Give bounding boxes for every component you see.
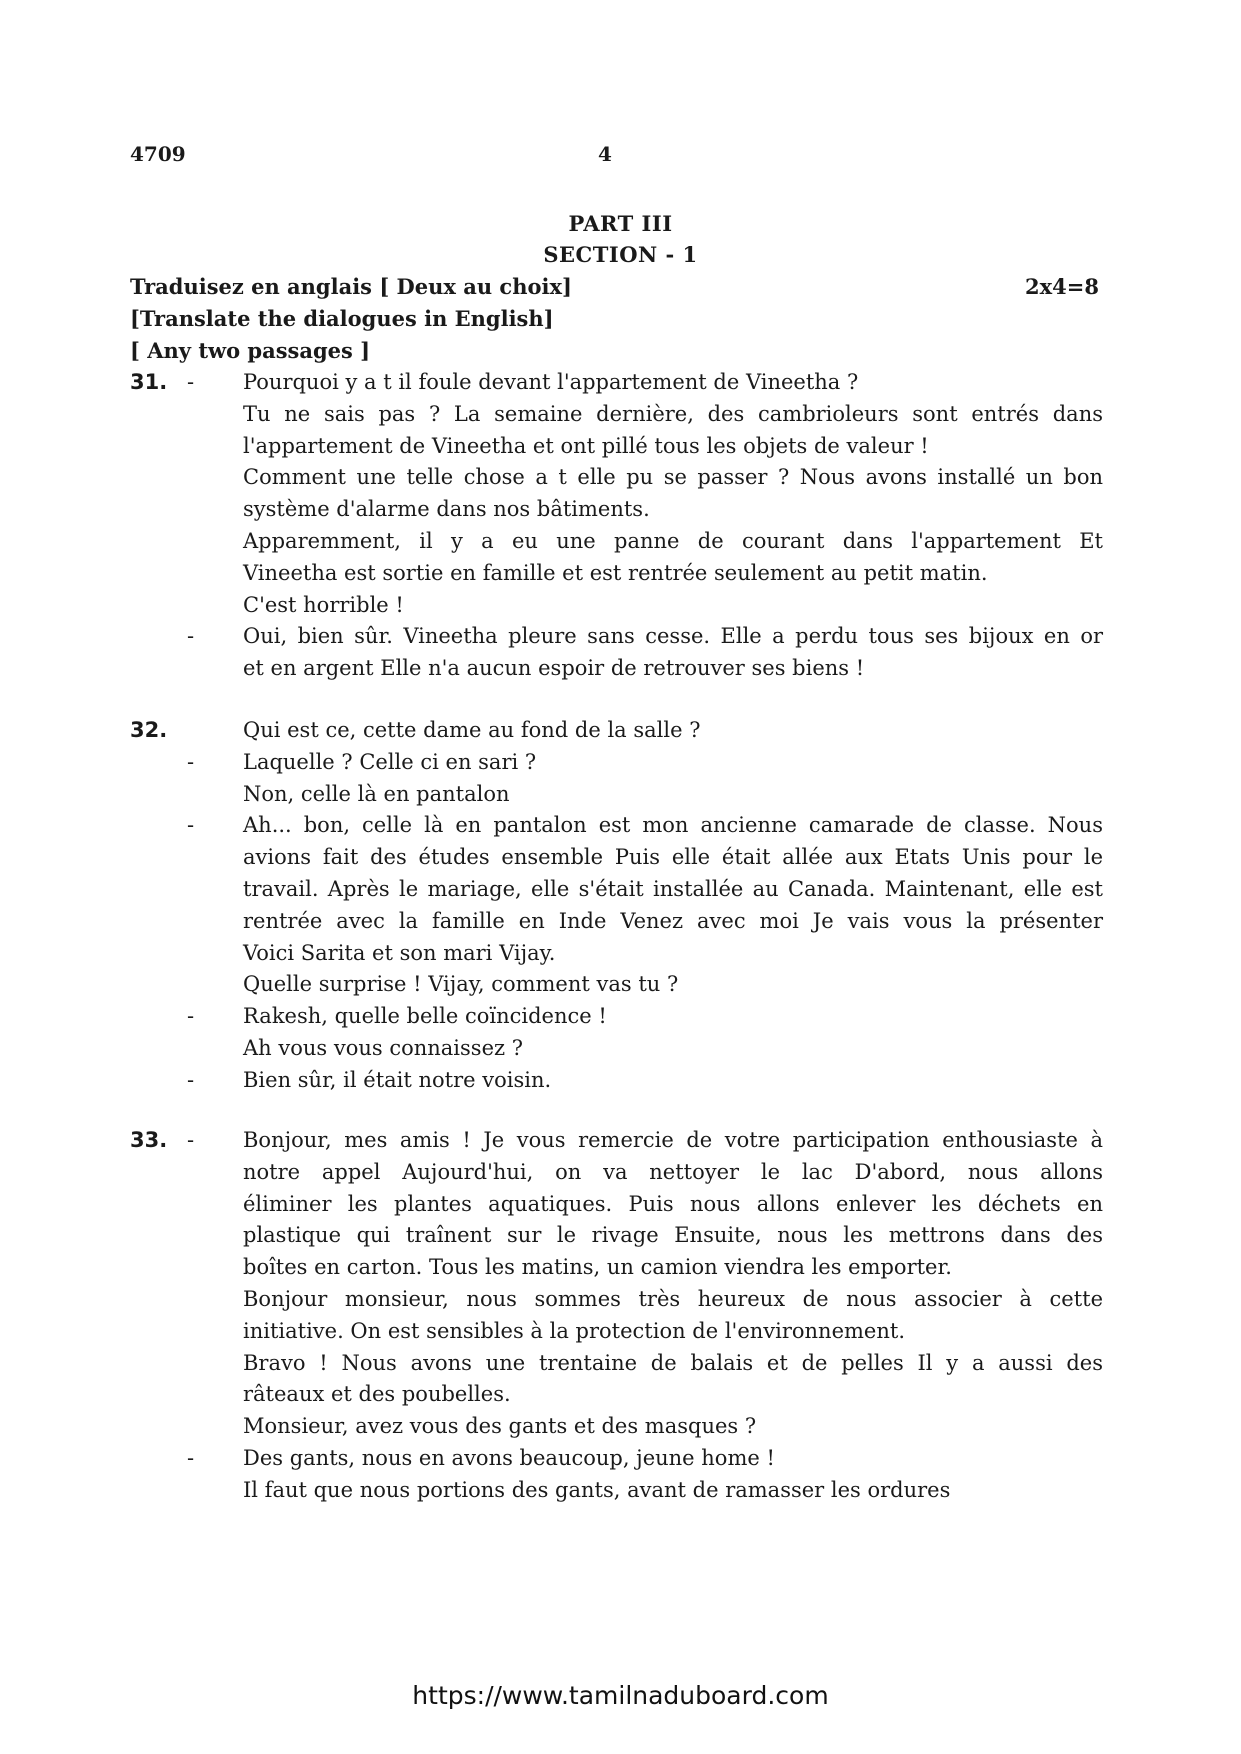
dialogue-line: Ah vous vous connaissez ? — [243, 1036, 524, 1060]
dialogue-line: Tu ne sais pas ? La semaine dernière, des cambrioleurs sont entrés dans — [243, 401, 1103, 426]
dialogue-line: Rakesh, quelle belle coïncidence ! — [243, 1004, 607, 1029]
dialogue-line: l'appartement de Vineetha et ont pillé tous les objets de valeur ! — [243, 433, 929, 458]
dialogue-line: Oui, bien sûr. Vineetha pleure sans cesse. Elle a perdu tous ses bijoux en or — [243, 624, 1103, 649]
dialogue-line: Voici Sarita et son mari Vijay. — [243, 940, 556, 965]
question-number: 32. — [130, 718, 168, 742]
dialogue-line: Vineetha est sortie en famille et est rentrée seulement au petit matin. — [243, 560, 988, 585]
question-number: 33. — [130, 1128, 168, 1152]
dialogue-dash: - — [187, 749, 195, 774]
section-title: SECTION - 1 — [543, 242, 698, 267]
part-title: PART III — [568, 211, 673, 236]
dialogue-line: Apparemment, il y a eu une panne de courant dans l'appartement Et — [243, 529, 1103, 553]
dialogue-line: plastique qui traînent sur le rivage Ensuite, nous les mettrons dans des — [243, 1223, 1103, 1248]
dialogue-line: Laquelle ? Celle ci en sari ? — [243, 749, 537, 774]
marks-allocation: 2x4=8 — [1025, 274, 1099, 299]
dialogue-line: Bonjour, mes amis ! Je vous remercie de votre participation enthousiaste à — [243, 1128, 1103, 1152]
dialogue-line: Bonjour monsieur, nous sommes très heureux de nous associer à cette — [243, 1287, 1103, 1311]
dialogue-dash: - — [187, 813, 195, 838]
dialogue-line: Monsieur, avez vous des gants et des masques ? — [243, 1414, 757, 1439]
dialogue-line: travail. Après le mariage, elle s'était installée au Canada. Maintenant, elle est — [243, 877, 1103, 901]
dialogue-line: système d'alarme dans nos bâtiments. — [243, 497, 650, 522]
dialogue-line: éliminer les plantes aquatiques. Puis nous allons enlever les déchets en — [243, 1191, 1103, 1216]
dialogue-line: Comment une telle chose a t elle pu se passer ? Nous avons installé un bon — [243, 465, 1103, 490]
dialogue-line: rentrée avec la famille en Inde Venez avec moi Je vais vous la présenter — [243, 908, 1103, 933]
question-number: 31. — [130, 370, 168, 394]
dialogue-line: avions fait des études ensemble Puis elle était allée aux Etats Unis pour le — [243, 845, 1103, 870]
dialogue-line: Non, celle là en pantalon — [243, 781, 510, 806]
dialogue-line: râteaux et des poubelles. — [243, 1382, 511, 1407]
page-number: 4 — [598, 142, 612, 166]
dialogue-line: notre appel Aujourd'hui, on va nettoyer le lac D'abord, nous allons — [243, 1159, 1103, 1184]
dialogue-line: Bien sûr, il était notre voisin. — [243, 1067, 552, 1092]
dialogue-dash: - — [187, 370, 195, 394]
dialogue-dash: - — [187, 1067, 195, 1092]
dialogue-line: Qui est ce, cette dame au fond de la salle ? — [243, 718, 701, 742]
dialogue-dash: - — [187, 1128, 195, 1152]
dialogue-dash: - — [187, 1004, 195, 1029]
dialogue-line: Pourquoi y a t il foule devant l'appartement de Vineetha ? — [243, 370, 859, 394]
dialogue-line: initiative. On est sensibles à la protection de l'environnement. — [243, 1318, 905, 1343]
dialogue-line: Des gants, nous en avons beaucoup, jeune home ! — [243, 1446, 775, 1470]
footer-url: https://www.tamilnaduboard.com — [412, 1681, 829, 1710]
instruction-line-2: [Translate the dialogues in English] — [130, 306, 554, 331]
instruction-line-3: [ Any two passages ] — [130, 338, 371, 363]
dialogue-line: C'est horrible ! — [243, 592, 404, 617]
dialogue-line: Ah... bon, celle là en pantalon est mon ancienne camarade de classe. Nous — [243, 813, 1103, 838]
dialogue-line: et en argent Elle n'a aucun espoir de retrouver ses biens ! — [243, 656, 865, 681]
paper-code: 4709 — [130, 142, 186, 166]
dialogue-dash: - — [187, 1446, 195, 1470]
dialogue-line: Quelle surprise ! Vijay, comment vas tu ? — [243, 972, 679, 997]
dialogue-line: Il faut que nous portions des gants, avant de ramasser les ordures — [243, 1477, 951, 1502]
dialogue-dash: - — [187, 624, 195, 649]
dialogue-line: boîtes en carton. Tous les matins, un camion viendra les emporter. — [243, 1255, 952, 1280]
instruction-line-1: Traduisez en anglais [ Deux au choix] — [130, 274, 572, 299]
dialogue-line: Bravo ! Nous avons une trentaine de balais et de pelles Il y a aussi des — [243, 1350, 1103, 1375]
